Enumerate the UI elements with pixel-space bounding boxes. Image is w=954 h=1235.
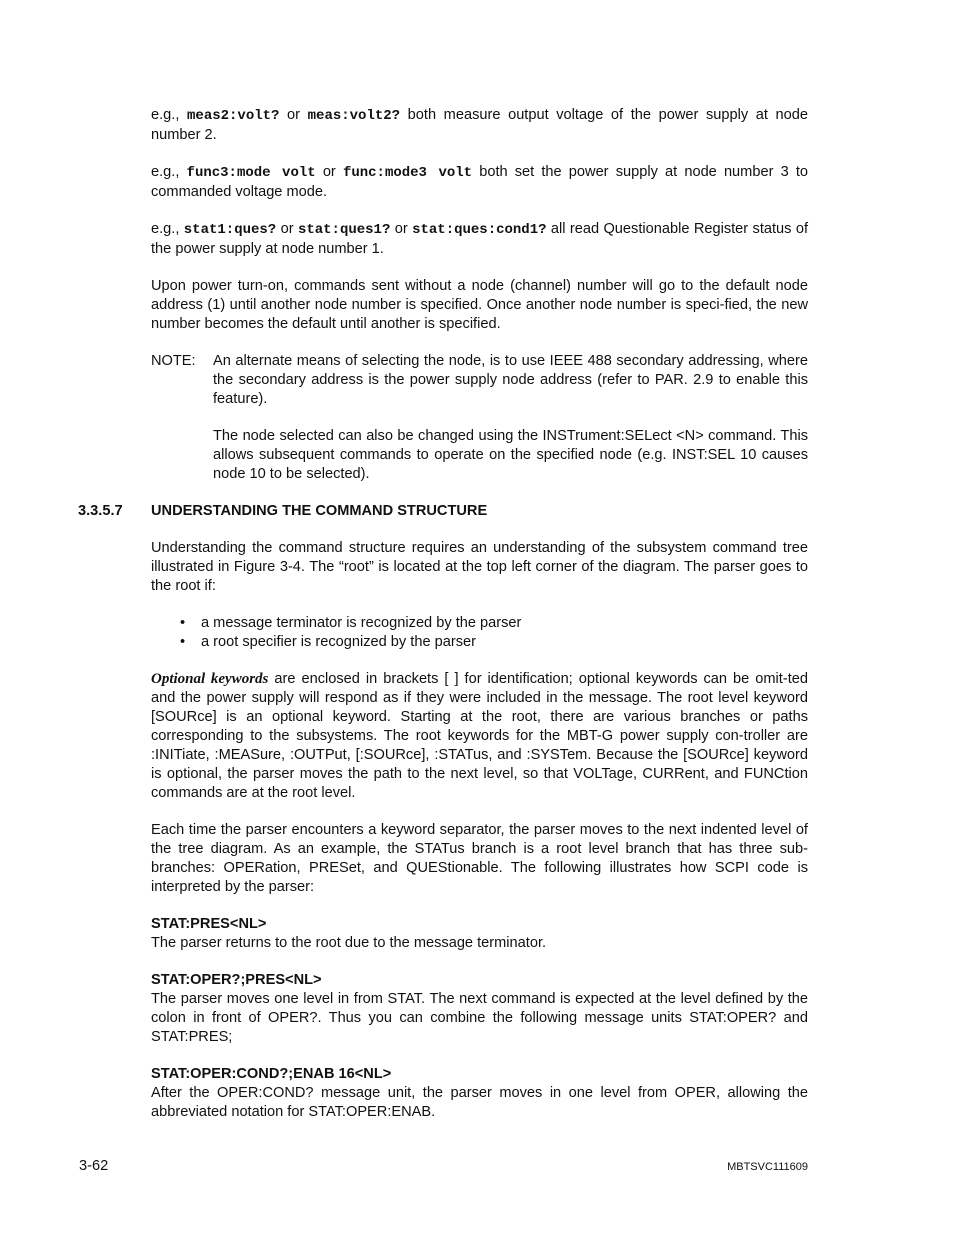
text: all read Questionable Register status of the power supply at node number 1. xyxy=(151,221,809,257)
list-item xyxy=(151,633,808,652)
section-title: UNDERSTANDING THE COMMAND STRUCTURE xyxy=(151,503,488,519)
text: or xyxy=(390,221,413,237)
section-number: 3.3.5.7 xyxy=(78,503,123,519)
code-snippet: stat:ques1? xyxy=(297,222,391,238)
text: or xyxy=(315,164,343,180)
note-paragraph: An alternate means of selecting the node, is to use IEEE 488 secondary addressing, where the secondary address is the power supply node address (refer to PAR. 2.9 to enable this feature). xyxy=(213,353,808,407)
code-snippet: meas2:volt? xyxy=(187,108,280,124)
optional-keywords-term: Optional keywords xyxy=(151,671,269,687)
code-snippet: stat:ques:cond1? xyxy=(412,222,547,238)
paragraph-optional-keywords xyxy=(151,670,808,803)
code-snippet: stat1:ques? xyxy=(183,222,277,238)
example-text: After the OPER:COND? message unit, the parser moves in one level from OPER, allowing the abbreviated notation for STAT:OPER:ENAB. xyxy=(151,1085,808,1120)
text: e.g., xyxy=(151,164,187,180)
list-item-text: a root specifier is recognized by the parser xyxy=(201,634,476,650)
page-body xyxy=(78,106,809,1122)
text: or xyxy=(279,107,308,123)
text: both set the power supply at node number 3 to commanded voltage mode. xyxy=(151,164,809,200)
section-heading xyxy=(78,502,808,521)
example-text: The parser moves one level in from STAT. The next command is expected at the level defined by the colon in front of OPER?. Thus you can combine the following message units STAT:OPER? and STAT:PRES; xyxy=(151,991,808,1045)
list-item xyxy=(151,614,808,633)
list-item-text: a message terminator is recognized by the parser xyxy=(201,615,522,631)
example-text: The parser returns to the root due to the message terminator. xyxy=(151,935,547,951)
example-heading: STAT:OPER?;PRES<NL> xyxy=(151,972,322,988)
text: e.g., xyxy=(151,221,184,237)
code-snippet: func3:mode volt xyxy=(186,165,316,181)
paragraph-meas-example xyxy=(151,106,808,145)
text: e.g., xyxy=(151,107,188,123)
note-label: NOTE: xyxy=(151,353,196,369)
text: both measure output voltage of the power supply at node number 2. xyxy=(151,107,809,143)
bullet-list xyxy=(151,614,808,652)
example-heading: STAT:PRES<NL> xyxy=(151,916,267,932)
paragraph-keyword-separator: Each time the parser encounters a keyword separator, the parser moves to the next indented level of the tree diagram. As an example, the STATus branch is a root level branch that has three sub-branches: OPERation, PRESet, and QUEStionable. The following illustrates how SCPI code is interpreted by the parser: xyxy=(151,822,808,895)
code-snippet: func:mode3 volt xyxy=(342,165,473,181)
bullet-icon: • xyxy=(180,615,186,631)
paragraph-stat-example xyxy=(151,220,808,259)
paragraph-func-example xyxy=(151,163,808,202)
note-block xyxy=(151,352,808,484)
code-snippet: meas:volt2? xyxy=(307,108,401,124)
note-body xyxy=(213,352,808,484)
text: are enclosed in brackets [ ] for identification; optional keywords can be omit-ted and the power supply will respond as if they were included in the message. The root level keyword [SOURce] is an optional keyword. Starting at the root, there are various branches or paths corresponding to the subsystems. The root keywords for the MBT-G power supply con-troller are :INITiate, :MEASure, :OUTPut, [:SOURce], :STATus, and :SYSTem. Because the [SOURce] keyword is optional, the parser moves the path to the next level, so that VOLTage, CURRent, and FUNCtion commands are at the root level. xyxy=(151,671,808,801)
bullet-icon: • xyxy=(180,634,186,650)
paragraph-command-structure: Understanding the command structure requires an understanding of the subsystem command tree illustrated in Figure 3-4. The “root” is located at the top left corner of the diagram. The parser goes to the root if: xyxy=(151,540,808,594)
example-heading: STAT:OPER:COND?;ENAB 16<NL> xyxy=(151,1066,392,1082)
document-id: MBTSVC111609 xyxy=(727,1161,808,1173)
page-number: 3-62 xyxy=(79,1158,109,1174)
note-paragraph: The node selected can also be changed using the INSTrument:SELect <N> command. This allows subsequent commands to operate on the specified node (e.g. INST:SEL 10 causes node 10 to be selected). xyxy=(213,428,808,482)
paragraph-power-on: Upon power turn-on, commands sent without a node (channel) number will go to the default node address (1) until another node number is specified. Once another node number is speci-fied, the new number becomes the default until another is specified. xyxy=(151,278,808,332)
text: or xyxy=(276,221,298,237)
